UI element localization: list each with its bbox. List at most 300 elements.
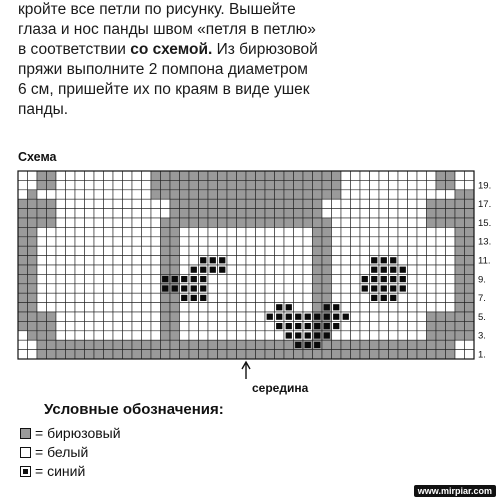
- grid-cell: [180, 171, 190, 180]
- grid-cell: [370, 331, 380, 340]
- grid-cell: [465, 312, 475, 321]
- grid-cell: [218, 274, 228, 283]
- grid-cell: [370, 180, 380, 189]
- grid-cell: [417, 274, 427, 283]
- grid-cell: [351, 350, 361, 359]
- grid-cell: [47, 312, 57, 321]
- grid-cell: [47, 284, 57, 293]
- grid-cell: [113, 350, 123, 359]
- grid-cell: [465, 293, 475, 302]
- grid-cell: [455, 321, 465, 330]
- grid-cell: [360, 209, 370, 218]
- blue-stitch: [200, 276, 206, 282]
- grid-cell: [303, 274, 313, 283]
- grid-cell: [56, 190, 66, 199]
- grid-cell: [28, 293, 38, 302]
- grid-cell: [85, 274, 95, 283]
- grid-cell: [113, 209, 123, 218]
- grid-cell: [275, 265, 285, 274]
- grid-cell: [341, 293, 351, 302]
- grid-cell: [161, 321, 171, 330]
- grid-cell: [322, 180, 332, 189]
- grid-cell: [284, 340, 294, 349]
- grid-cell: [246, 190, 256, 199]
- grid-cell: [351, 331, 361, 340]
- grid-cell: [170, 199, 180, 208]
- grid-cell: [436, 218, 446, 227]
- blue-stitch: [400, 276, 406, 282]
- grid-cell: [446, 218, 456, 227]
- grid-cell: [142, 190, 152, 199]
- grid-cell: [66, 237, 76, 246]
- grid-cell: [113, 340, 123, 349]
- grid-cell: [132, 274, 142, 283]
- grid-cell: [275, 340, 285, 349]
- grid-cell: [28, 190, 38, 199]
- grid-cell: [455, 265, 465, 274]
- grid-cell: [284, 199, 294, 208]
- grid-cell: [28, 340, 38, 349]
- grid-cell: [56, 340, 66, 349]
- grid-cell: [180, 209, 190, 218]
- grid-cell: [351, 321, 361, 330]
- grid-cell: [132, 199, 142, 208]
- grid-cell: [104, 331, 114, 340]
- grid-cell: [18, 218, 28, 227]
- grid-cell: [18, 265, 28, 274]
- grid-cell: [199, 237, 209, 246]
- grid-cell: [436, 274, 446, 283]
- grid-cell: [275, 171, 285, 180]
- grid-cell: [113, 246, 123, 255]
- grid-cell: [142, 303, 152, 312]
- grid-cell: [208, 237, 218, 246]
- grid-cell: [351, 293, 361, 302]
- grid-cell: [199, 321, 209, 330]
- grid-cell: [123, 180, 133, 189]
- grid-cell: [436, 199, 446, 208]
- grid-cell: [332, 218, 342, 227]
- grid-cell: [208, 284, 218, 293]
- grid-cell: [151, 227, 161, 236]
- grid-cell: [446, 340, 456, 349]
- grid-cell: [94, 256, 104, 265]
- grid-cell: [303, 237, 313, 246]
- grid-cell: [151, 209, 161, 218]
- grid-cell: [180, 246, 190, 255]
- grid-cell: [256, 227, 266, 236]
- grid-cell: [56, 218, 66, 227]
- grid-cell: [142, 274, 152, 283]
- grid-cell: [322, 274, 332, 283]
- grid-cell: [275, 284, 285, 293]
- grid-cell: [436, 190, 446, 199]
- grid-cell: [313, 246, 323, 255]
- grid-cell: [94, 237, 104, 246]
- middle-label: середина: [252, 381, 309, 395]
- grid-cell: [218, 190, 228, 199]
- grid-cell: [142, 265, 152, 274]
- grid-cell: [417, 256, 427, 265]
- blue-stitch: [333, 323, 339, 329]
- grid-cell: [18, 180, 28, 189]
- grid-cell: [332, 180, 342, 189]
- grid-cell: [104, 190, 114, 199]
- grid-cell: [218, 218, 228, 227]
- grid-cell: [170, 180, 180, 189]
- grid-cell: [227, 246, 237, 255]
- grid-cell: [151, 199, 161, 208]
- grid-cell: [446, 199, 456, 208]
- grid-cell: [313, 180, 323, 189]
- grid-cell: [47, 199, 57, 208]
- grid-cell: [237, 190, 247, 199]
- grid-cell: [265, 227, 275, 236]
- grid-cell: [151, 350, 161, 359]
- grid-cell: [265, 265, 275, 274]
- grid-cell: [275, 331, 285, 340]
- grid-cell: [75, 303, 85, 312]
- grid-cell: [246, 340, 256, 349]
- grid-cell: [360, 246, 370, 255]
- grid-cell: [408, 246, 418, 255]
- grid-cell: [417, 350, 427, 359]
- grid-cell: [161, 312, 171, 321]
- grid-cell: [427, 331, 437, 340]
- blue-stitch: [276, 304, 282, 310]
- grid-cell: [332, 284, 342, 293]
- grid-cell: [313, 256, 323, 265]
- grid-cell: [256, 190, 266, 199]
- grid-cell: [275, 246, 285, 255]
- grid-cell: [398, 340, 408, 349]
- blue-stitch: [181, 285, 187, 291]
- grid-cell: [85, 190, 95, 199]
- grid-cell: [113, 256, 123, 265]
- grid-cell: [446, 171, 456, 180]
- grid-cell: [28, 265, 38, 274]
- blue-stitch: [314, 314, 320, 320]
- grid-cell: [199, 190, 209, 199]
- grid-cell: [341, 199, 351, 208]
- grid-cell: [379, 199, 389, 208]
- blue-stitch: [343, 314, 349, 320]
- grid-cell: [237, 331, 247, 340]
- grid-cell: [294, 209, 304, 218]
- grid-cell: [332, 199, 342, 208]
- grid-cell: [170, 237, 180, 246]
- grid-cell: [332, 227, 342, 236]
- grid-cell: [427, 256, 437, 265]
- grid-cell: [28, 209, 38, 218]
- grid-cell: [465, 218, 475, 227]
- grid-cell: [132, 331, 142, 340]
- grid-cell: [94, 312, 104, 321]
- grid-cell: [294, 350, 304, 359]
- grid-cell: [85, 246, 95, 255]
- grid-cell: [256, 350, 266, 359]
- grid-cell: [417, 180, 427, 189]
- grid-cell: [47, 246, 57, 255]
- grid-cell: [94, 190, 104, 199]
- grid-cell: [161, 331, 171, 340]
- grid-cell: [237, 171, 247, 180]
- grid-cell: [294, 190, 304, 199]
- blue-stitch: [381, 295, 387, 301]
- grid-cell: [265, 218, 275, 227]
- grid-cell: [246, 246, 256, 255]
- grid-cell: [56, 331, 66, 340]
- grid-cell: [313, 171, 323, 180]
- grid-cell: [199, 199, 209, 208]
- grid-cell: [284, 227, 294, 236]
- grid-cell: [94, 199, 104, 208]
- grid-cell: [47, 227, 57, 236]
- grid-cell: [246, 209, 256, 218]
- grid-cell: [180, 331, 190, 340]
- grid-cell: [436, 340, 446, 349]
- grid-cell: [256, 265, 266, 274]
- grid-cell: [85, 293, 95, 302]
- grid-cell: [218, 340, 228, 349]
- grid-cell: [66, 331, 76, 340]
- grid-cell: [56, 171, 66, 180]
- grid-cell: [455, 180, 465, 189]
- grid-cell: [427, 274, 437, 283]
- grid-cell: [199, 340, 209, 349]
- grid-cell: [75, 331, 85, 340]
- grid-cell: [142, 199, 152, 208]
- grid-cell: [417, 284, 427, 293]
- grid-cell: [313, 284, 323, 293]
- grid-cell: [47, 303, 57, 312]
- grid-cell: [313, 274, 323, 283]
- intro-text-part1: кройте все петли по рисунку. Вышейте глаза и нос панды швом «петля в петлю» в соответствии: [18, 1, 316, 58]
- grid-cell: [123, 284, 133, 293]
- grid-cell: [389, 331, 399, 340]
- grid-cell: [446, 209, 456, 218]
- grid-cell: [341, 303, 351, 312]
- grid-cell: [341, 265, 351, 274]
- grid-cell: [265, 190, 275, 199]
- grid-cell: [389, 321, 399, 330]
- grid-cell: [313, 218, 323, 227]
- grid-cell: [66, 274, 76, 283]
- grid-cell: [389, 218, 399, 227]
- grid-cell: [427, 303, 437, 312]
- grid-cell: [446, 180, 456, 189]
- grid-cell: [332, 274, 342, 283]
- grid-cell: [446, 284, 456, 293]
- grid-cell: [208, 218, 218, 227]
- grid-cell: [189, 227, 199, 236]
- grid-cell: [360, 218, 370, 227]
- blue-stitch: [333, 304, 339, 310]
- grid-cell: [132, 218, 142, 227]
- grid-cell: [208, 209, 218, 218]
- grid-cell: [455, 190, 465, 199]
- grid-cell: [341, 209, 351, 218]
- grid-cell: [104, 350, 114, 359]
- grid-cell: [161, 237, 171, 246]
- grid-cell: [28, 274, 38, 283]
- grid-cell: [237, 180, 247, 189]
- grid-cell: [322, 256, 332, 265]
- grid-cell: [341, 340, 351, 349]
- grid-cell: [322, 293, 332, 302]
- grid-cell: [379, 227, 389, 236]
- grid-cell: [18, 256, 28, 265]
- grid-cell: [104, 312, 114, 321]
- grid-cell: [398, 218, 408, 227]
- grid-cell: [294, 199, 304, 208]
- grid-cell: [218, 227, 228, 236]
- grid-cell: [370, 340, 380, 349]
- grid-cell: [341, 227, 351, 236]
- grid-cell: [246, 293, 256, 302]
- grid-cell: [28, 227, 38, 236]
- grid-cell: [294, 274, 304, 283]
- blue-stitch: [295, 342, 301, 348]
- grid-cell: [66, 218, 76, 227]
- grid-cell: [398, 209, 408, 218]
- grid-cell: [75, 265, 85, 274]
- grid-cell: [151, 321, 161, 330]
- grid-cell: [37, 331, 47, 340]
- grid-cell: [351, 274, 361, 283]
- grid-cell: [180, 237, 190, 246]
- grid-cell: [427, 218, 437, 227]
- grid-cell: [180, 190, 190, 199]
- grid-cell: [132, 180, 142, 189]
- grid-cell: [436, 350, 446, 359]
- grid-cell: [417, 321, 427, 330]
- grid-cell: [351, 209, 361, 218]
- grid-cell: [275, 227, 285, 236]
- grid-cell: [142, 171, 152, 180]
- grid-cell: [303, 284, 313, 293]
- grid-cell: [218, 171, 228, 180]
- grid-cell: [275, 209, 285, 218]
- blue-stitch: [286, 332, 292, 338]
- grid-cell: [332, 265, 342, 274]
- grid-cell: [227, 284, 237, 293]
- row-label: 5.: [478, 311, 486, 323]
- grid-cell: [332, 171, 342, 180]
- grid-cell: [389, 312, 399, 321]
- grid-cell: [389, 180, 399, 189]
- grid-cell: [123, 246, 133, 255]
- grid-cell: [360, 190, 370, 199]
- grid-cell: [256, 274, 266, 283]
- blue-stitch: [314, 323, 320, 329]
- grid-cell: [94, 218, 104, 227]
- grid-cell: [218, 199, 228, 208]
- grid-cell: [151, 256, 161, 265]
- grid-cell: [28, 321, 38, 330]
- grid-cell: [47, 340, 57, 349]
- grid-cell: [341, 246, 351, 255]
- blue-stitch: [162, 276, 168, 282]
- grid-cell: [56, 284, 66, 293]
- grid-cell: [322, 171, 332, 180]
- grid-cell: [436, 180, 446, 189]
- grid-cell: [104, 340, 114, 349]
- grid-cell: [170, 331, 180, 340]
- grid-cell: [284, 256, 294, 265]
- grid-cell: [389, 209, 399, 218]
- blue-stitch: [371, 295, 377, 301]
- grid-cell: [246, 265, 256, 274]
- grid-cell: [113, 227, 123, 236]
- grid-cell: [465, 227, 475, 236]
- grid-cell: [398, 237, 408, 246]
- grid-cell: [189, 331, 199, 340]
- grid-cell: [151, 340, 161, 349]
- blue-stitch: [276, 314, 282, 320]
- grid-cell: [94, 321, 104, 330]
- grid-cell: [199, 218, 209, 227]
- scheme-title: Схема: [18, 150, 57, 164]
- grid-cell: [427, 190, 437, 199]
- grid-cell: [341, 180, 351, 189]
- grid-cell: [313, 350, 323, 359]
- grid-cell: [199, 350, 209, 359]
- grid-cell: [47, 171, 57, 180]
- grid-cell: [370, 246, 380, 255]
- blue-stitch: [295, 332, 301, 338]
- grid-cell: [303, 303, 313, 312]
- grid-cell: [123, 331, 133, 340]
- row-label: 19.: [478, 180, 492, 192]
- grid-cell: [379, 340, 389, 349]
- grid-cell: [360, 199, 370, 208]
- grid-cell: [85, 237, 95, 246]
- grid-cell: [142, 331, 152, 340]
- grid-cell: [85, 284, 95, 293]
- grid-cell: [237, 227, 247, 236]
- grid-cell: [180, 321, 190, 330]
- grid-cell: [180, 180, 190, 189]
- grid-cell: [408, 209, 418, 218]
- grid-cell: [265, 199, 275, 208]
- grid-cell: [275, 190, 285, 199]
- grid-cell: [123, 209, 133, 218]
- grid-cell: [227, 265, 237, 274]
- grid-cell: [332, 246, 342, 255]
- grid-cell: [37, 274, 47, 283]
- grid-cell: [18, 340, 28, 349]
- turquoise-swatch: [20, 428, 31, 439]
- row-label: 1.: [478, 349, 486, 361]
- legend-item-blue: [20, 463, 85, 479]
- grid-cell: [104, 321, 114, 330]
- grid-cell: [208, 190, 218, 199]
- grid-cell: [104, 227, 114, 236]
- grid-cell: [170, 303, 180, 312]
- grid-cell: [199, 180, 209, 189]
- grid-cell: [151, 190, 161, 199]
- grid-cell: [161, 218, 171, 227]
- grid-cell: [455, 199, 465, 208]
- grid-cell: [246, 284, 256, 293]
- grid-cell: [94, 171, 104, 180]
- grid-cell: [56, 237, 66, 246]
- grid-cell: [455, 227, 465, 236]
- grid-cell: [151, 303, 161, 312]
- grid-cell: [455, 331, 465, 340]
- grid-cell: [132, 190, 142, 199]
